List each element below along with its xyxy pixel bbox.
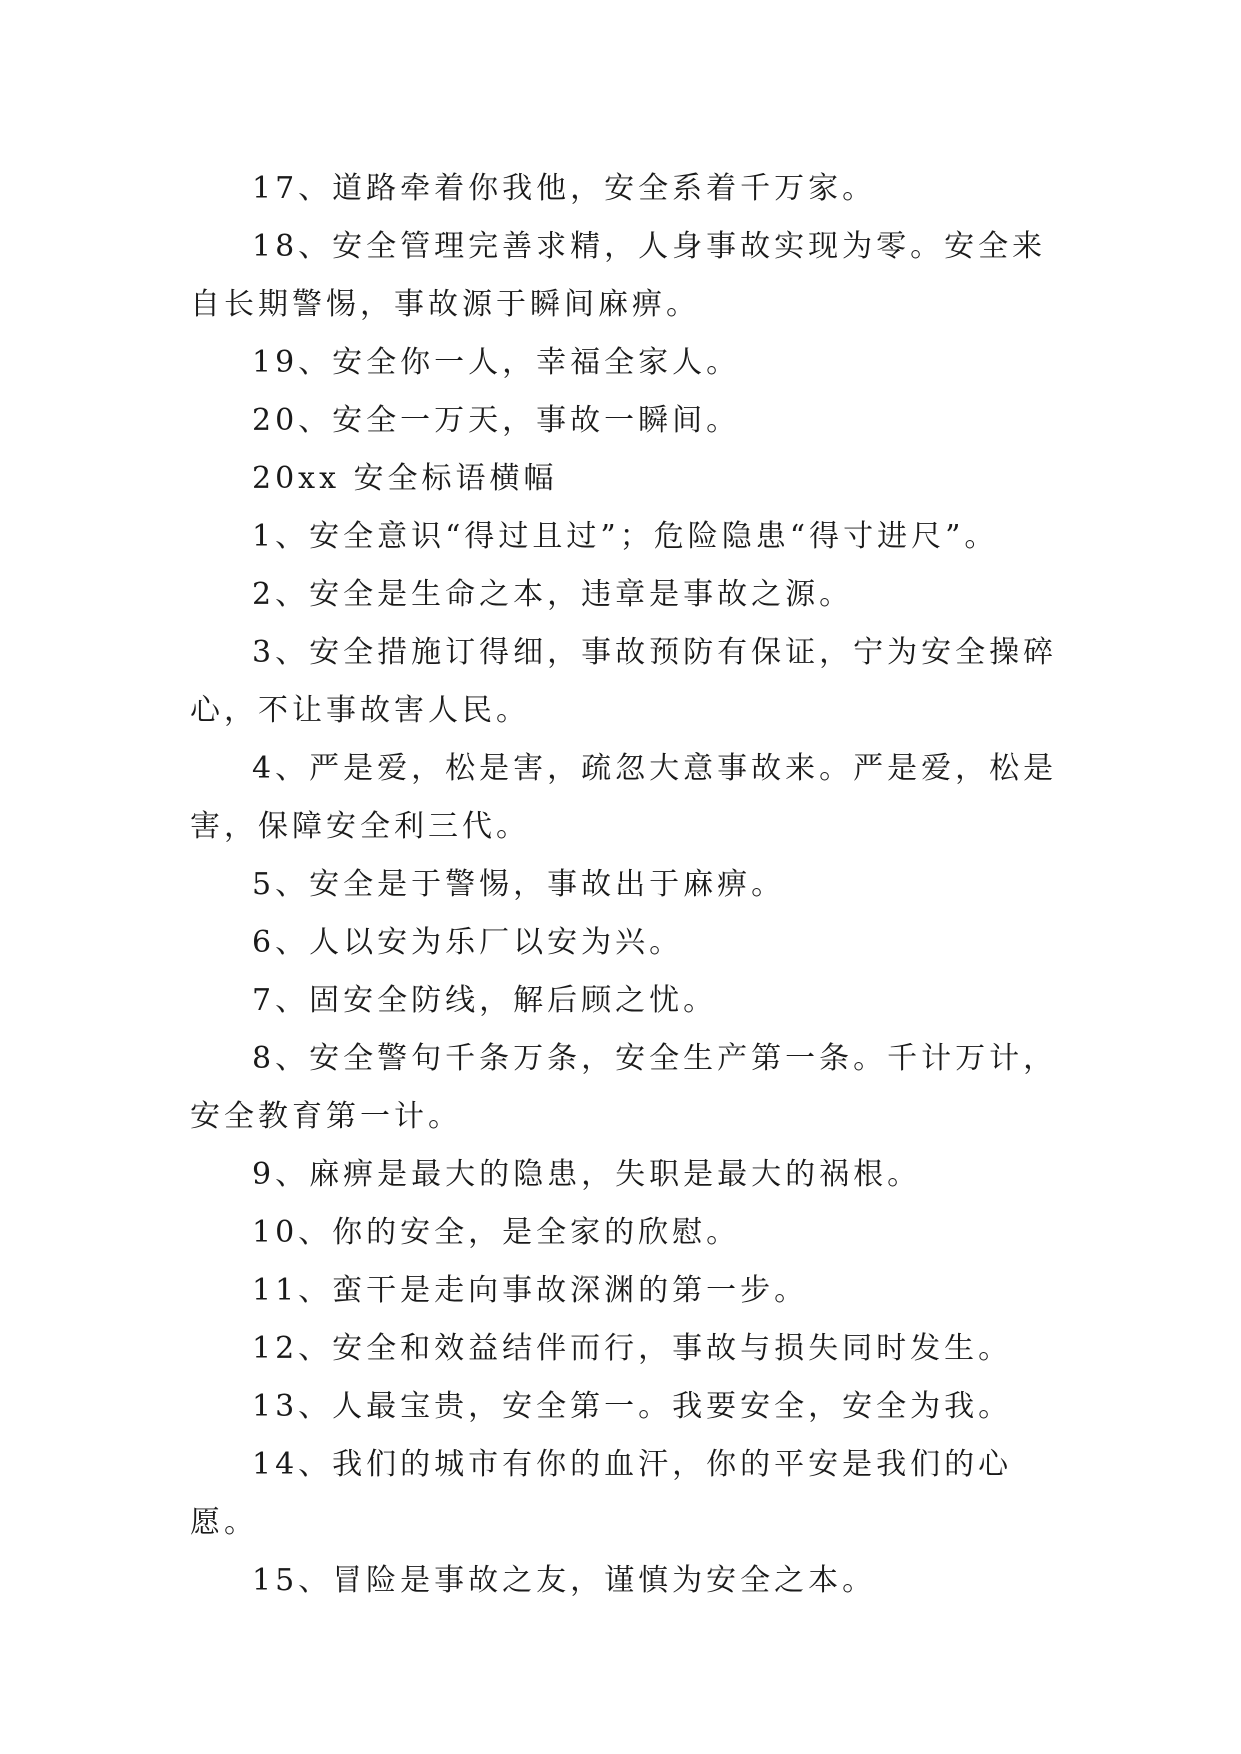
paragraph-13: 13、人最宝贵，安全第一。我要安全，安全为我。 (252, 1389, 1013, 1424)
paragraph-6: 6、人以安为乐厂以安为兴。 (252, 925, 684, 960)
paragraph-10: 10、你的安全，是全家的欣慰。 (252, 1215, 741, 1250)
section-heading: 20xx 安全标语横幅 (252, 461, 558, 496)
paragraph-15: 15、冒险是事故之友，谨慎为安全之本。 (252, 1563, 877, 1598)
paragraph-4: 4、严是爱，松是害，疏忽大意事故来。严是爱，松是害，保障安全利三代。 (190, 751, 1058, 844)
paragraph-18: 18、安全管理完善求精，人身事故实现为零。安全来自长期警惕，事故源于瞬间麻痹。 (190, 229, 1047, 322)
paragraph-19: 19、安全你一人，幸福全家人。 (252, 345, 741, 380)
paragraph-2: 2、安全是生命之本，违章是事故之源。 (252, 577, 854, 612)
paragraph-1: 1、安全意识“得过且过”；危险隐患“得寸进尺”。 (252, 519, 999, 554)
paragraph-11: 11、蛮干是走向事故深渊的第一步。 (252, 1273, 809, 1308)
paragraph-3: 3、安全措施订得细，事故预防有保证，宁为安全操碎心，不让事故害人民。 (190, 635, 1058, 728)
paragraph-14: 14、我们的城市有你的血汗，你的平安是我们的心愿。 (190, 1447, 1013, 1540)
paragraph-17: 17、道路牵着你我他，安全系着千万家。 (252, 171, 877, 206)
document-body (190, 160, 1070, 1610)
paragraph-5: 5、安全是于警惕，事故出于麻痹。 (252, 867, 786, 902)
paragraph-9: 9、麻痹是最大的隐患，失职是最大的祸根。 (252, 1157, 922, 1192)
paragraph-12: 12、安全和效益结伴而行，事故与损失同时发生。 (252, 1331, 1013, 1366)
paragraph-8: 8、安全警句千条万条，安全生产第一条。千计万计，安全教育第一计。 (190, 1041, 1058, 1134)
paragraph-20: 20、安全一万天，事故一瞬间。 (252, 403, 741, 438)
paragraph-7: 7、固安全防线，解后顾之忧。 (252, 983, 718, 1018)
